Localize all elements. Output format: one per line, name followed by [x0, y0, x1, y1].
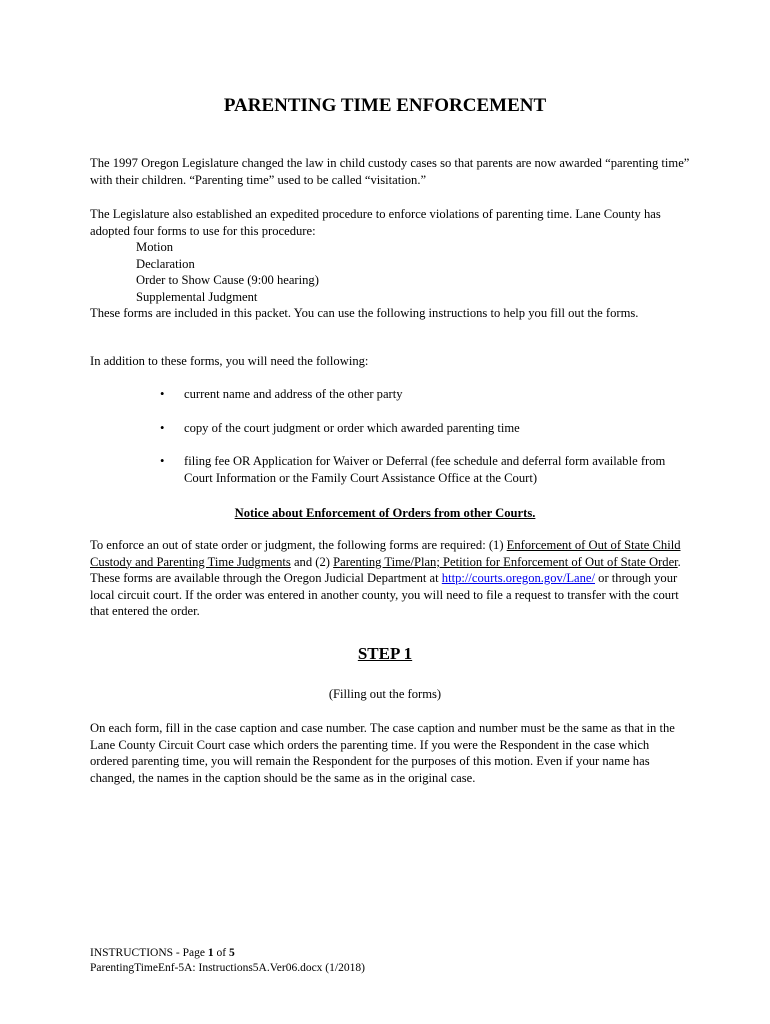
list-item: • copy of the court judgment or order which awarded parenting time [90, 420, 690, 437]
step-1-heading: STEP 1 [357, 644, 413, 663]
page-title: PARENTING TIME ENFORCEMENT [223, 95, 547, 116]
form-item-order-to-show-cause: Order to Show Cause (9:00 hearing) [136, 273, 319, 287]
intro-paragraph-1 [90, 155, 690, 188]
notice-text-3: . These forms are available through the Oregon Judicial Department at [90, 554, 681, 585]
needs-lead-text: In addition to these forms, you will need the following: [90, 354, 369, 368]
notice-heading: Notice about Enforcement of Orders from other Courts. [234, 506, 536, 520]
footer-label: INSTRUCTIONS - Page [90, 947, 208, 959]
intro-text-3: These forms are included in this packet. You can use the following instructions to help you fill out the forms. [90, 306, 639, 320]
page-footer [90, 946, 590, 976]
notice-text-1: To enforce an out of state order or judgment, the following forms are required: (1) [90, 538, 507, 552]
footer-page-number: 1 [207, 947, 214, 959]
step-1-subheading: (Filling out the forms) [328, 687, 442, 701]
notice-text-4: or through your local circuit court. If the order was entered in another county, you will need to file a request to transfer with the court that entered the order. [90, 571, 679, 618]
list-item: • current name and address of the other party [90, 386, 690, 403]
intro-text-2: The Legislature also established an expedited procedure to enforce violations of parenting time. Lane County has adopted four forms to use for this procedure: [90, 207, 661, 238]
footer-file-line: ParentingTimeEnf-5A: Instructions5A.Ver06.docx (1/2018) [90, 962, 365, 974]
form-item-motion: Motion [136, 240, 174, 254]
courts-oregon-link[interactable]: http://courts.oregon.gov/Lane/ [441, 571, 595, 585]
form-item-declaration: Declaration [136, 256, 195, 271]
list-item: • filing fee OR Application for Waiver or Deferral (fee schedule and deferral form available from Court Information or the Family Court Assistance Office at the Court) [90, 453, 690, 486]
needs-lead [90, 353, 690, 370]
form-item-supplemental-judgment: Supplemental Judgment [136, 289, 258, 304]
notice-text-2: and (2) [290, 554, 334, 569]
step-1-text: On each form, fill in the case caption and case number. The case caption and number must be the same as that in the Lane County Circuit Court case which orders the parenting time. If you were the Respondent in the case which ordered parenting time, you will remain the Respondent for the purposes of this motion. Even if your name has changed, the names in the caption should be the same as in the original case. [90, 721, 675, 785]
footer-of: of [213, 947, 229, 959]
form-name-parenting-time-plan: Parenting Time/Plan; Petition for Enforcement of Out of State Order [333, 554, 678, 569]
step-1-paragraph [90, 720, 690, 786]
footer-page-total: 5 [228, 947, 235, 959]
intro-paragraph-2 [90, 206, 690, 322]
footer-page-line [90, 946, 590, 961]
notice-paragraph [90, 537, 690, 620]
form-name-enforcement-out-of-state: Enforcement of Out of State Child Custody and Parenting Time Judgments [90, 538, 681, 569]
needs-list [90, 386, 690, 503]
intro-text-1: The 1997 Oregon Legislature changed the law in child custody cases so that parents are now awarded “parenting time” with their children. “Parenting time” used to be called “visitation.” [90, 156, 690, 187]
